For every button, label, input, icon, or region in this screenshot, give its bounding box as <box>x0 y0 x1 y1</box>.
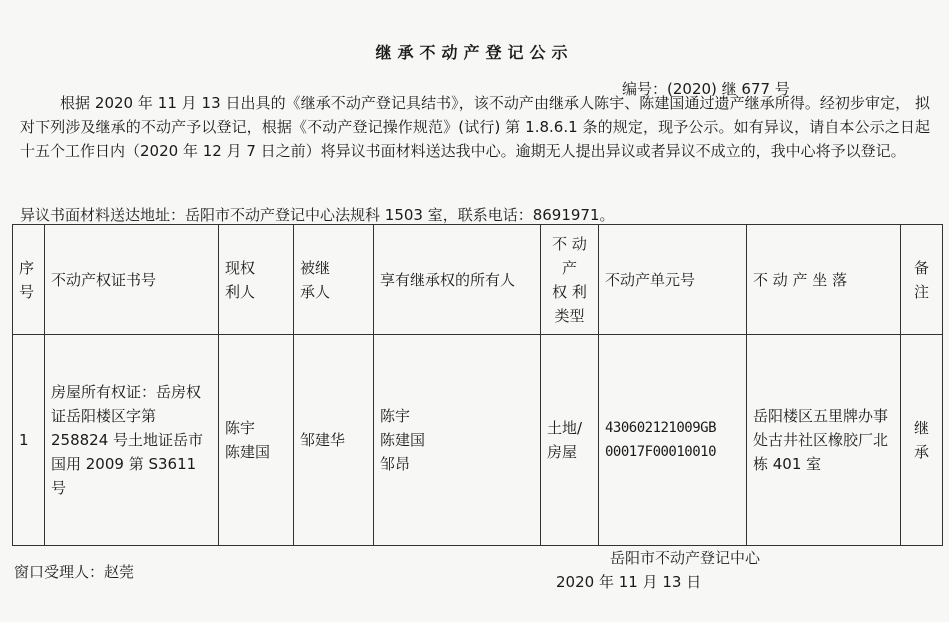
cell-unit-no: 430602121009GB 00017F00010010 <box>599 335 747 546</box>
header-heirs: 享有继承权的所有人 <box>374 225 541 335</box>
header-deceased: 被继 承人 <box>294 225 374 335</box>
cell-cert: 房屋所有权证：岳房权证岳阳楼区字第 258824 号土地证岳市国用 2009 第 S3611 号 <box>45 335 219 546</box>
header-right-type: 不 动 产 权 利 类型 <box>541 225 599 335</box>
notice-paragraph: 根据 2020 年 11 月 13 日出具的《继承不动产登记具结书》，该不动产由继承人陈宇、陈建国通过遗产继承所得。经初步审定， 拟对下列涉及继承的不动产予以登记，根据《不动产登记操作规范》(试行) 第 1.8.6.1 条的规定，现予公示。如有异议，请自本公示之日起十五个工作日内（2020 年 12 月 7 日之前）将异议书面材料送达我中心。逾期无人提出异议或者异议不成立的，我中心将予以登记。 <box>20 94 930 160</box>
table-row <box>13 335 943 546</box>
cell-right-type: 土地/ 房屋 <box>541 335 599 546</box>
objection-address: 异议书面材料送达地址：岳阳市不动产登记中心法规科 1503 室，联系电话：8691971。 <box>20 206 615 224</box>
header-holder: 现权 利人 <box>219 225 294 335</box>
header-remark: 备 注 <box>901 225 943 335</box>
header-unit-no: 不动产单元号 <box>599 225 747 335</box>
table-header-row <box>13 225 943 335</box>
notice-body <box>20 91 930 163</box>
document-number: 编号：(2020) 继 677 号 <box>622 80 790 98</box>
issue-date: 2020 年 11 月 13 日 <box>556 573 702 591</box>
cell-holder: 陈宇 陈建国 <box>219 335 294 546</box>
header-location: 不 动 产 坐 落 <box>747 225 901 335</box>
header-seq: 序 号 <box>13 225 45 335</box>
notice-title: 继承不动产登记公示 <box>375 43 574 62</box>
cell-remark: 继 承 <box>901 335 943 546</box>
issuing-office: 岳阳市不动产登记中心 <box>610 549 761 567</box>
window-clerk: 窗口受理人：赵莞 <box>14 563 135 581</box>
cell-heirs: 陈宇 陈建国 邹昂 <box>374 335 541 546</box>
header-cert: 不动产权证书号 <box>45 225 219 335</box>
property-table <box>12 224 943 546</box>
cell-location: 岳阳楼区五里牌办事处古井社区橡胶厂北栋 401 室 <box>747 335 901 546</box>
cell-deceased: 邹建华 <box>294 335 374 546</box>
cell-seq: 1 <box>13 335 45 546</box>
